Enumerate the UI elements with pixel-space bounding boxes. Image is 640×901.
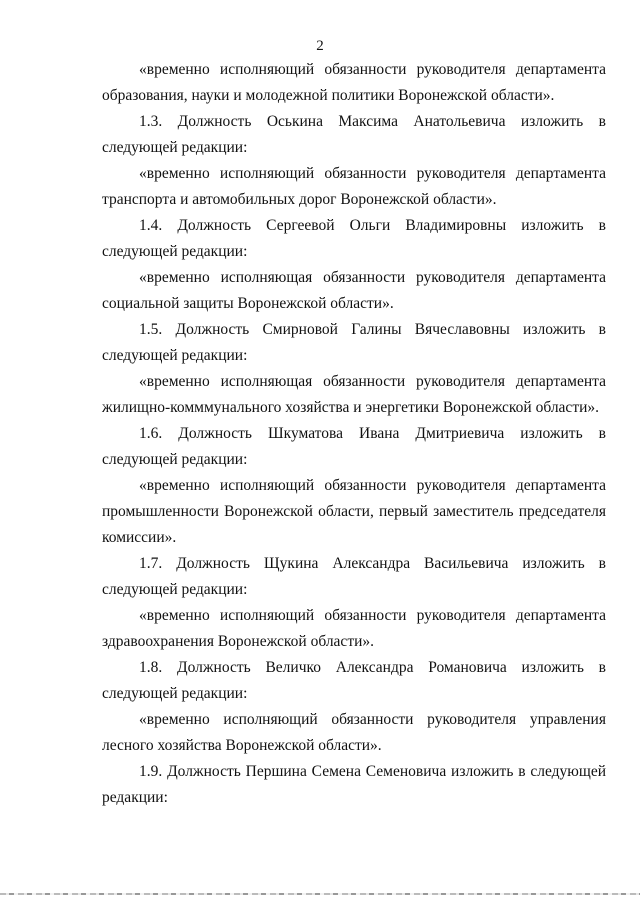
- text-line: «временно исполняющий обязанности руководителя департамента: [139, 607, 606, 624]
- text-line: 1.9. Должность Першина Семена Семеновича изложить в следующей: [139, 763, 606, 780]
- text-line: 1.5. Должность Смирновой Галины Вячеславовны изложить в: [139, 321, 606, 338]
- text-line: следующей редакции:: [102, 243, 248, 260]
- text-line: образования, науки и молодежной политики Воронежской области».: [102, 87, 555, 104]
- scan-edge-divider: [0, 893, 640, 895]
- text-line: 1.8. Должность Величко Александра Романовича изложить в: [139, 659, 606, 676]
- text-line: следующей редакции:: [102, 139, 248, 156]
- text-line: лесного хозяйства Воронежской области».: [102, 737, 382, 754]
- text-line: редакции:: [102, 789, 168, 806]
- text-line: следующей редакции:: [102, 685, 248, 702]
- text-line: промышленности Воронежской области, первый заместитель председателя: [102, 503, 606, 520]
- text-line: жилищно-комммунального хозяйства и энергетики Воронежской области».: [102, 399, 600, 416]
- page-number: 2: [316, 38, 324, 54]
- text-line: «временно исполняющий обязанности руководителя департамента: [139, 165, 606, 182]
- text-line: «временно исполняющий обязанности руководителя управления: [139, 711, 606, 728]
- text-line: комиссии».: [102, 529, 177, 546]
- text-line: «временно исполняющий обязанности руководителя департамента: [139, 61, 606, 78]
- text-line: 1.3. Должность Оськина Максима Анатольевича изложить в: [139, 113, 606, 130]
- text-line: следующей редакции:: [102, 581, 248, 598]
- text-line: «временно исполняющий обязанности руководителя департамента: [139, 477, 606, 494]
- text-line: 1.4. Должность Сергеевой Ольги Владимировны изложить в: [139, 217, 606, 234]
- text-line: социальной защиты Воронежской области».: [102, 295, 394, 312]
- text-line: 1.7. Должность Щукина Александра Васильевича изложить в: [139, 555, 606, 572]
- text-line: следующей редакции:: [102, 347, 248, 364]
- text-line: следующей редакции:: [102, 451, 248, 468]
- text-line: «временно исполняющая обязанности руководителя департамента: [139, 269, 606, 286]
- text-line: 1.6. Должность Шкуматова Ивана Дмитриевича изложить в: [139, 425, 606, 442]
- text-line: здравоохранения Воронежской области».: [102, 633, 375, 650]
- text-line: транспорта и автомобильных дорог Воронежской области».: [102, 191, 497, 208]
- text-line: «временно исполняющая обязанности руководителя департамента: [139, 373, 606, 390]
